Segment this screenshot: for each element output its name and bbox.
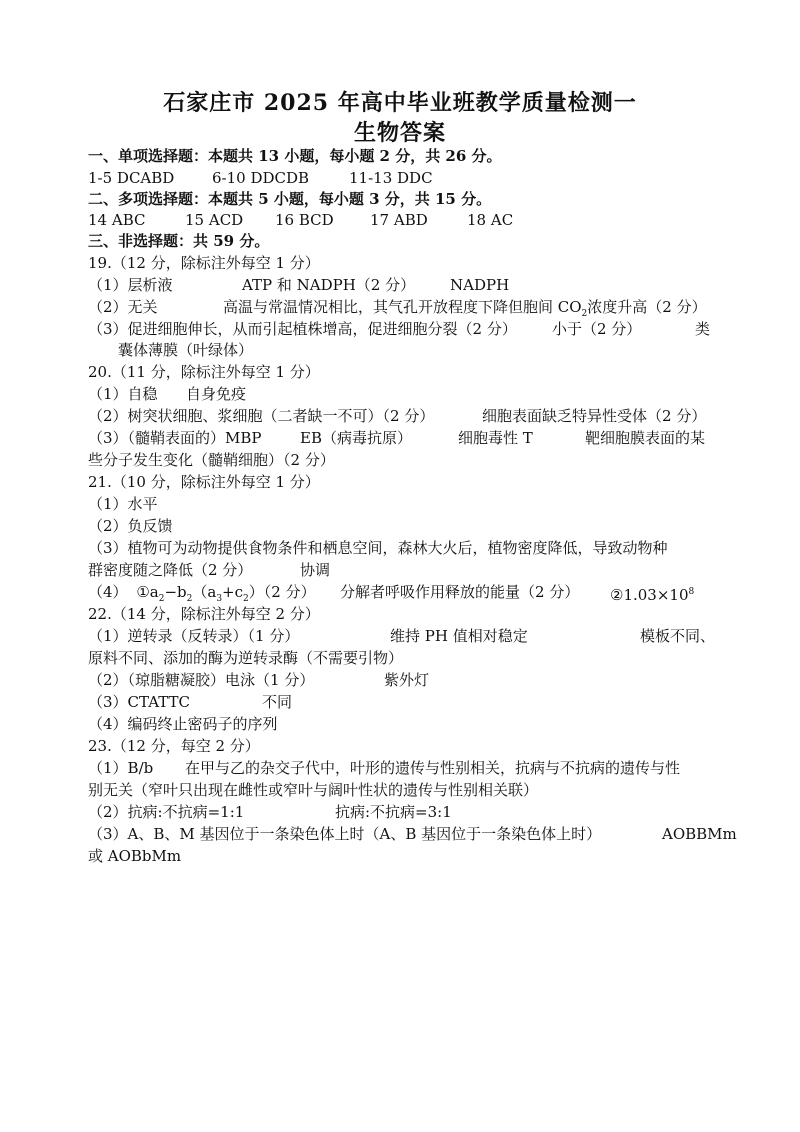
q19-part3-a: （3）促进细胞伸长，从而引起植株增高，促进细胞分裂（2 分） bbox=[88, 320, 517, 338]
q19-part3-c: 类 bbox=[695, 320, 711, 338]
s1-answer-2: 6-10 DDCDB bbox=[212, 169, 310, 187]
q22-part1-a: （1）逆转录（反转录）（1 分） bbox=[88, 627, 300, 645]
q22-part3-b: 不同 bbox=[262, 693, 293, 711]
q19-part1-a: （1）层析液 bbox=[88, 276, 173, 294]
q20-part3-e: 些分子发生变化（髓鞘细胞）（2 分） bbox=[88, 451, 335, 469]
q20-part1-b: 自身免疫 bbox=[186, 385, 247, 403]
q22-part2-a: （2）（琼脂糖凝胶）电泳（1 分） bbox=[88, 671, 315, 689]
q20-header: 20.（11 分，除标注外每空 1 分） bbox=[88, 363, 320, 381]
q22-part1-c: 模板不同、 bbox=[640, 627, 716, 645]
q23-part3-a: （3）A、B、M 基因位于一条染色体上时（A、B 基因位于一条染色体上时） bbox=[88, 825, 602, 843]
q23-part3-b: AOBBMm bbox=[662, 825, 737, 843]
q23-part2-a: （2）抗病:不抗病=1:1 bbox=[88, 803, 245, 821]
section-3-heading: 三、非选择题：共 59 分。 bbox=[88, 232, 270, 250]
s2-answer-16: 16 BCD bbox=[275, 211, 334, 229]
q20-part2-a: （2）树突状细胞、浆细胞（二者缺一不可）（2 分） bbox=[88, 407, 435, 425]
q22-part1-b: 维持 PH 值相对稳定 bbox=[390, 627, 528, 645]
q19-part1-b: ATP 和 NADPH（2 分） bbox=[242, 276, 416, 294]
q21-part4-formula: $①a_2-b_2(a_3+c_2)(2$ 分） bbox=[136, 583, 316, 604]
q20-part2-b: 细胞表面缺乏特异性受体（2 分） bbox=[482, 407, 707, 425]
q20-part3-a: （3）（髓鞘表面的）MBP bbox=[88, 429, 262, 447]
q22-header: 22.（14 分，除标注外每空 2 分） bbox=[88, 605, 320, 623]
q21-part4-b: 分解者呼吸作用释放的能量（2 分） bbox=[340, 583, 580, 601]
q23-part1-c: 别无关（窄叶只出现在雌性或窄叶与阔叶性状的遗传与性别相关联） bbox=[88, 781, 539, 799]
s2-answer-15: 15 ACD bbox=[185, 211, 244, 229]
q23-part1-b: 在甲与乙的杂交子代中，叶形的遗传与性别相关，抗病与不抗病的遗传与性 bbox=[185, 759, 681, 777]
section-1-heading: 一、单项选择题：本题共 13 小题，每小题 2 分，共 26 分。 bbox=[88, 147, 502, 165]
document-title: 石家庄市 2025 年高中毕业班教学质量检测一 bbox=[163, 90, 637, 116]
q21-part3-a: （3）植物可为动物提供食物条件和栖息空间，森林大火后，植物密度降低，导致动物种 bbox=[88, 539, 668, 557]
q20-part3-d: 靶细胞膜表面的某 bbox=[585, 429, 706, 447]
section-2-heading: 二、多项选择题：本题共 5 小题，每小题 3 分，共 15 分。 bbox=[88, 190, 492, 208]
q21-header: 21.（10 分，除标注外每空 1 分） bbox=[88, 473, 320, 491]
s2-answer-18: 18 AC bbox=[467, 211, 514, 229]
q21-part3-c: 协调 bbox=[300, 561, 331, 579]
q19-part2-a: （2）无关 bbox=[88, 298, 158, 316]
q22-part1-d: 原料不同、添加的酶为逆转录酶（不需要引物） bbox=[88, 649, 404, 667]
q19-part1-c: NADPH bbox=[450, 276, 510, 294]
q23-part2-b: 抗病:不抗病=3:1 bbox=[335, 803, 452, 821]
q19-part3-b: 小于（2 分） bbox=[552, 320, 642, 338]
document-subtitle: 生物答案 bbox=[353, 120, 446, 146]
q21-part1: （1）水平 bbox=[88, 495, 158, 513]
q19-header: 19.（12 分，除标注外每空 1 分） bbox=[88, 254, 320, 272]
q19-part2-b: 高温与常温情况相比，其气孔开放程度下降但胞间 $CO_2$浓度升高（2 分） bbox=[223, 298, 707, 319]
q21-part4-a: （4） $①a_2-b_2(a_3+c_2)(2$ 分） bbox=[88, 583, 316, 604]
q20-part3-b: EB（病毒抗原） bbox=[300, 429, 412, 447]
s2-answer-14: 14 ABC bbox=[88, 211, 146, 229]
q22-part3-a: （3）CTATTC bbox=[88, 693, 190, 711]
s2-answer-17: 17 ABD bbox=[370, 211, 428, 229]
q21-part4-c: $②1.03\times 10^8$ bbox=[610, 586, 695, 604]
q20-part1-a: （1）自稳 bbox=[88, 385, 158, 403]
q21-part2: （2）负反馈 bbox=[88, 517, 173, 535]
q20-part3-c: 细胞毒性 T bbox=[458, 429, 533, 447]
q23-part3-c: 或 AOBbMm bbox=[88, 847, 182, 865]
q23-part1-a: （1）B/b bbox=[88, 759, 154, 777]
q19-part3-d: 囊体薄膜（叶绿体） bbox=[118, 341, 254, 359]
q22-part2-b: 紫外灯 bbox=[384, 671, 430, 689]
q21-part3-b: 群密度随之降低（2 分） bbox=[88, 561, 253, 579]
q22-part4: （4）编码终止密码子的序列 bbox=[88, 715, 278, 733]
s1-answer-1: 1-5 DCABD bbox=[88, 169, 175, 187]
q23-header: 23.（12 分，每空 2 分） bbox=[88, 737, 260, 755]
s1-answer-3: 11-13 DDC bbox=[349, 169, 433, 187]
